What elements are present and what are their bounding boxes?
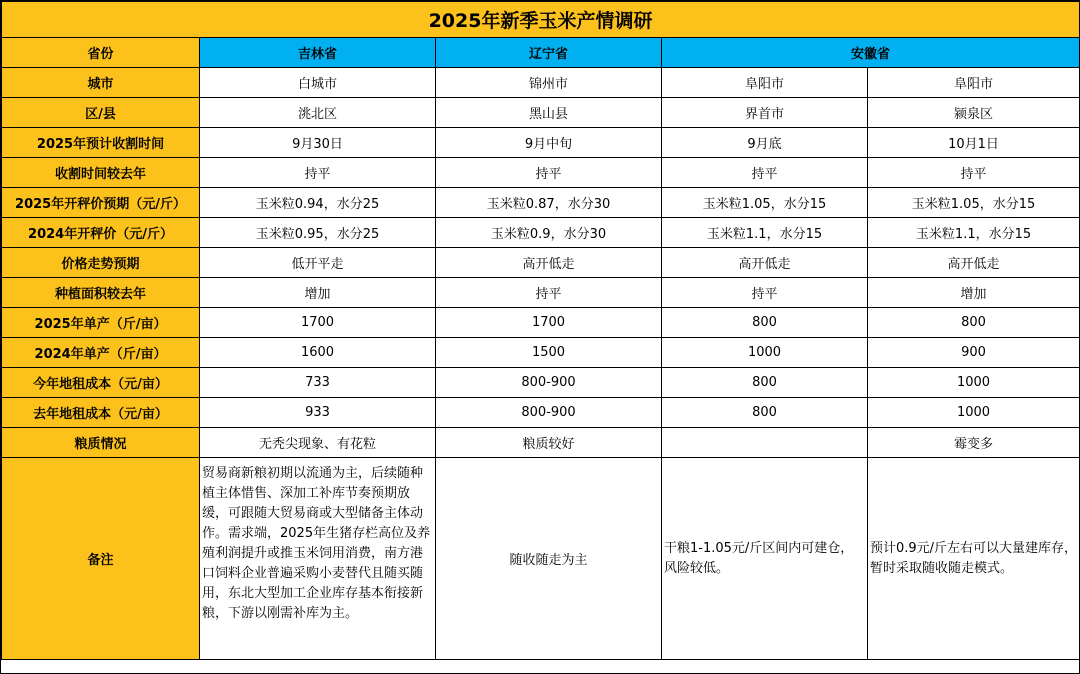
cell-rent-last-year: 800-900 <box>436 398 662 428</box>
cell-harvest-vs-last: 持平 <box>662 158 868 188</box>
title-row <box>2 2 1080 38</box>
survey-table <box>1 1 1080 660</box>
cell-rent-this-year: 1000 <box>868 368 1080 398</box>
cell-yield-2025: 1700 <box>200 308 436 338</box>
cell-quality: 无秃尖现象、有花粒 <box>200 428 436 458</box>
row-label-rent-last-year: 去年地租成本（元/亩） <box>2 398 200 428</box>
cell-open-price-2025: 玉米粒1.05，水分15 <box>868 188 1080 218</box>
cell-city: 白城市 <box>200 68 436 98</box>
remarks-row <box>2 458 1080 660</box>
row-label-province: 省份 <box>2 38 200 68</box>
province-row <box>2 38 1080 68</box>
table-row <box>2 308 1080 338</box>
row-label-open-price-2025: 2025年开秤价预期（元/斤） <box>2 188 200 218</box>
cell-yield-2024: 900 <box>868 338 1080 368</box>
cell-harvest-time: 9月中旬 <box>436 128 662 158</box>
row-label-remarks: 备注 <box>2 458 200 660</box>
cell-open-price-2024: 玉米粒0.9，水分30 <box>436 218 662 248</box>
table-title: 2025年新季玉米产情调研 <box>2 2 1080 38</box>
cell-price-trend: 高开低走 <box>868 248 1080 278</box>
cell-city: 阜阳市 <box>662 68 868 98</box>
cell-city: 锦州市 <box>436 68 662 98</box>
cell-price-trend: 高开低走 <box>662 248 868 278</box>
cell-harvest-vs-last: 持平 <box>868 158 1080 188</box>
cell-remarks: 干粮1-1.05元/斤区间内可建仓，风险较低。 <box>662 458 868 660</box>
cell-yield-2025: 1700 <box>436 308 662 338</box>
cell-district: 界首市 <box>662 98 868 128</box>
cell-price-trend: 高开低走 <box>436 248 662 278</box>
province-jilin: 吉林省 <box>200 38 436 68</box>
table-row <box>2 68 1080 98</box>
cell-rent-last-year: 933 <box>200 398 436 428</box>
row-label-yield-2024: 2024年单产（斤/亩） <box>2 338 200 368</box>
row-label-open-price-2024: 2024年开秤价（元/斤） <box>2 218 200 248</box>
cell-yield-2025: 800 <box>868 308 1080 338</box>
cell-open-price-2024: 玉米粒0.95，水分25 <box>200 218 436 248</box>
cell-quality <box>662 428 868 458</box>
row-label-rent-this-year: 今年地租成本（元/亩） <box>2 368 200 398</box>
cell-area-vs-last: 增加 <box>868 278 1080 308</box>
cell-harvest-vs-last: 持平 <box>436 158 662 188</box>
cell-yield-2024: 1000 <box>662 338 868 368</box>
cell-harvest-time: 9月底 <box>662 128 868 158</box>
table-row <box>2 218 1080 248</box>
row-label-district: 区/县 <box>2 98 200 128</box>
cell-yield-2024: 1500 <box>436 338 662 368</box>
cell-district: 洮北区 <box>200 98 436 128</box>
table-row <box>2 128 1080 158</box>
row-label-price-trend: 价格走势预期 <box>2 248 200 278</box>
cell-harvest-time: 9月30日 <box>200 128 436 158</box>
cell-open-price-2025: 玉米粒0.87，水分30 <box>436 188 662 218</box>
cell-harvest-time: 10月1日 <box>868 128 1080 158</box>
province-anhui: 安徽省 <box>662 38 1080 68</box>
row-label-quality: 粮质情况 <box>2 428 200 458</box>
cell-quality: 霉变多 <box>868 428 1080 458</box>
table-row <box>2 428 1080 458</box>
table-row <box>2 398 1080 428</box>
cell-rent-this-year: 733 <box>200 368 436 398</box>
cell-rent-this-year: 800 <box>662 368 868 398</box>
row-label-harvest-time: 2025年预计收割时间 <box>2 128 200 158</box>
cell-yield-2024: 1600 <box>200 338 436 368</box>
cell-city: 阜阳市 <box>868 68 1080 98</box>
cell-price-trend: 低开平走 <box>200 248 436 278</box>
cell-open-price-2025: 玉米粒0.94，水分25 <box>200 188 436 218</box>
cell-quality: 粮质较好 <box>436 428 662 458</box>
cell-area-vs-last: 持平 <box>662 278 868 308</box>
cell-area-vs-last: 增加 <box>200 278 436 308</box>
cell-yield-2025: 800 <box>662 308 868 338</box>
cell-district: 颍泉区 <box>868 98 1080 128</box>
province-liaoning: 辽宁省 <box>436 38 662 68</box>
cell-rent-this-year: 800-900 <box>436 368 662 398</box>
cell-district: 黑山县 <box>436 98 662 128</box>
cell-rent-last-year: 1000 <box>868 398 1080 428</box>
table-row <box>2 278 1080 308</box>
table-row <box>2 248 1080 278</box>
cell-harvest-vs-last: 持平 <box>200 158 436 188</box>
row-label-yield-2025: 2025年单产（斤/亩） <box>2 308 200 338</box>
row-label-city: 城市 <box>2 68 200 98</box>
row-label-area-vs-last: 种植面积较去年 <box>2 278 200 308</box>
cell-open-price-2024: 玉米粒1.1，水分15 <box>662 218 868 248</box>
table-row <box>2 338 1080 368</box>
table-row <box>2 368 1080 398</box>
cell-remarks: 随收随走为主 <box>436 458 662 660</box>
cell-rent-last-year: 800 <box>662 398 868 428</box>
cell-open-price-2025: 玉米粒1.05，水分15 <box>662 188 868 218</box>
cell-open-price-2024: 玉米粒1.1，水分15 <box>868 218 1080 248</box>
table-row <box>2 188 1080 218</box>
table-row <box>2 158 1080 188</box>
cell-remarks: 预计0.9元/斤左右可以大量建库存，暂时采取随收随走模式。 <box>868 458 1080 660</box>
table-row <box>2 98 1080 128</box>
row-label-harvest-vs-last: 收割时间较去年 <box>2 158 200 188</box>
cell-area-vs-last: 持平 <box>436 278 662 308</box>
cell-remarks: 贸易商新粮初期以流通为主，后续随种植主体惜售、深加工补库节奏预期放缓，可跟随大贸易商或大型储备主体动作。需求端，2025年生猪存栏高位及养殖利润提升或推玉米饲用消费，南方港口饲料企业普遍采购小麦替代且随买随用，东北大型加工企业库存基本衔接新粮，下游以刚需补库为主。 <box>200 458 436 660</box>
